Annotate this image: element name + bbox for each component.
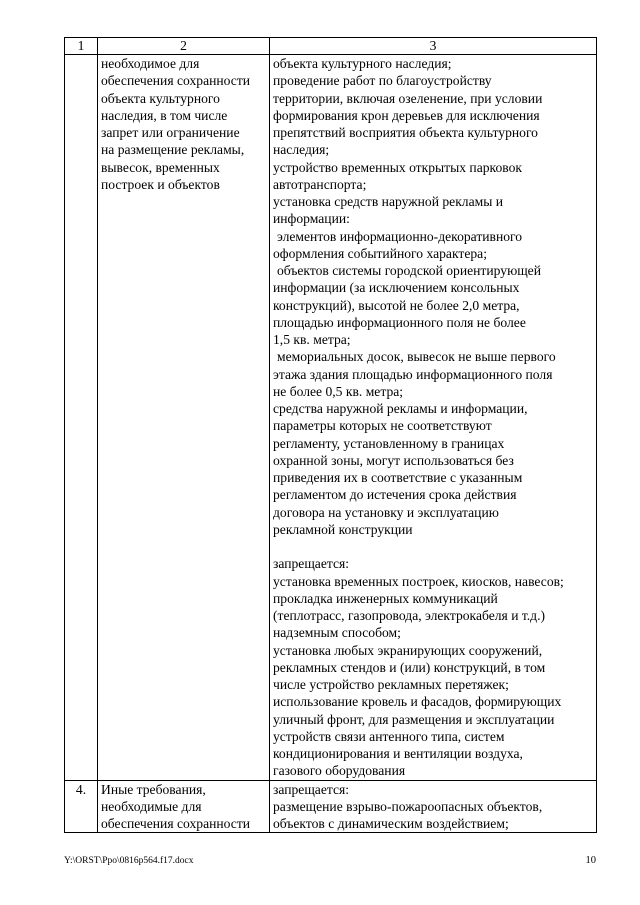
text-line: установка временных построек, киосков, навесов; [273, 573, 564, 589]
header-cell-3: 3 [270, 38, 597, 55]
text-line: формирования крон деревьев для исключения [273, 107, 540, 123]
text-line: вывесок, временных [101, 159, 220, 175]
row-number-cell [65, 55, 98, 781]
requirement-name-cell [98, 55, 270, 781]
text-line: наследия; [273, 142, 330, 158]
text-line: регламентом до истечения срока действия [273, 487, 517, 503]
text-line: оформления событийного характера; [273, 245, 487, 261]
text-line: необходимые для [101, 798, 202, 814]
text-line: запрещается: [273, 556, 350, 572]
requirements-table [64, 37, 597, 833]
text-line: Иные требования, [101, 781, 206, 797]
text-line: уличный фронт, для размещения и эксплуатации [273, 711, 555, 727]
text-line: обеспечения сохранности [101, 73, 251, 89]
text-line: приведения их в соответствие с указанным [273, 470, 523, 485]
text-line [273, 538, 593, 555]
text-line: регламенту, установленному в границах [273, 435, 505, 451]
text-line: прокладка инженерных коммуникаций [273, 590, 498, 606]
requirement-name-cell [98, 780, 270, 833]
footer-file-path: Y:\ORST\Ppo\0816p564.f17.docx [64, 856, 194, 866]
text-line: размещение взрыво-пожароопасных объектов, [273, 798, 543, 814]
text-line: установка любых экранирующих сооружений, [273, 642, 543, 658]
table-header-row [65, 38, 597, 55]
text-line: территории, включая озеленение, при условии [273, 90, 543, 106]
text-line: на размещение рекламы, [101, 142, 245, 158]
text-line: автотранспорта; [273, 176, 367, 192]
page-number: 10 [585, 855, 596, 866]
text-line: рекламной конструкции [273, 521, 413, 537]
text-line: мемориальных досок, вывесок не выше первого [277, 349, 556, 365]
text-line: проведение работ по благоустройству [273, 73, 492, 89]
text-line: площадью информационного поля не более [273, 314, 526, 330]
text-line: необходимое для [101, 56, 200, 71]
text-line: объектов системы городской ориентирующей [277, 263, 541, 278]
table-row-4 [65, 780, 597, 833]
header-cell-2: 2 [98, 38, 270, 55]
text-line: информации: [273, 211, 350, 227]
text-line: надземным способом; [273, 625, 401, 641]
header-cell-1: 1 [65, 38, 98, 55]
text-line: 1,5 кв. метра; [273, 332, 351, 347]
row-number-cell: 4. [65, 780, 98, 833]
text-line: элементов информационно-декоративного [277, 228, 523, 244]
requirement-content-cell [270, 55, 597, 781]
text-line: договора на установку и эксплуатацию [273, 504, 499, 520]
text-line: конструкций), высотой не более 2,0 метра, [273, 297, 520, 313]
text-line: информации (за исключением консольных [273, 280, 520, 296]
text-line: устройств связи антенного типа, систем [273, 728, 505, 744]
text-line: обеспечения сохранности [101, 816, 251, 831]
table-row-continued [65, 55, 597, 781]
text-line: наследия, в том числе [101, 107, 228, 123]
text-line: объектов с динамическим воздействием; [273, 816, 509, 831]
text-line: газового оборудования [273, 763, 406, 779]
text-line: устройство временных открытых парковок [273, 159, 522, 175]
text-line: числе устройство рекламных перетяжек; [273, 677, 509, 692]
text-line: запрет или ограничение [101, 125, 240, 140]
text-line: кондиционирования и вентиляции воздуха, [273, 746, 523, 761]
text-line: этажа здания площадью информационного поля [273, 366, 553, 382]
text-line: препятствий восприятия объекта культурного [273, 125, 538, 140]
text-line: объекта культурного [101, 90, 220, 106]
text-line: использование кровель и фасадов, формирующих [273, 694, 562, 710]
text-line: не более 0,5 кв. метра; [273, 383, 404, 399]
text-line: установка средств наружной рекламы и [273, 194, 504, 209]
requirement-content-cell [270, 780, 597, 833]
text-line: запрещается: [273, 781, 350, 797]
text-line: объекта культурного наследия; [273, 56, 452, 71]
text-line: параметры которых не соответствуют [273, 418, 492, 434]
text-line: охранной зоны, могут использоваться без [273, 452, 514, 468]
text-line: построек и объектов [101, 176, 220, 192]
text-line: средства наружной рекламы и информации, [273, 401, 528, 416]
text-line: рекламных стендов и (или) конструкций, в том [273, 659, 546, 675]
text-line: (теплотрасс, газопровода, электрокабеля и т.д.) [273, 608, 546, 623]
